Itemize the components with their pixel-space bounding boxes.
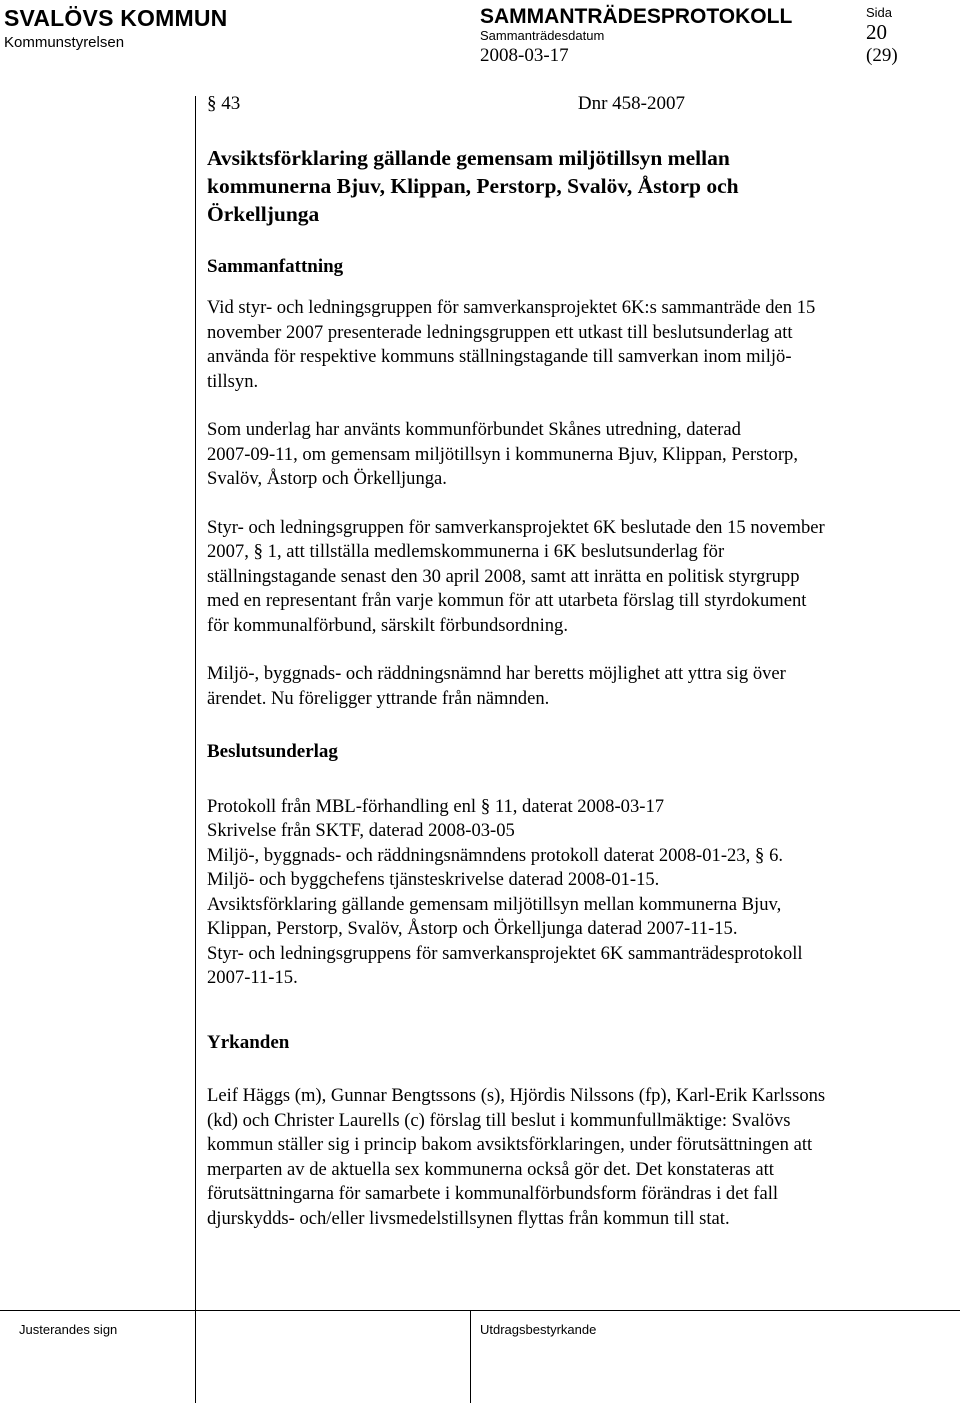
organization-name: SVALÖVS KOMMUN: [4, 5, 228, 31]
basis-item: [207, 844, 927, 869]
footer-rule: [0, 1310, 960, 1311]
item-heading-line: [207, 92, 685, 117]
text-line: ärendet. Nu föreligger yttrande från nämnden.: [207, 687, 550, 709]
section-symbol: §: [207, 93, 217, 114]
text-line: för kommunalförbund, särskilt förbundsordning.: [207, 614, 568, 636]
text-line: Leif Häggs (m), Gunnar Bengtssons (s), Hjördis Nilssons (fp), Karl-Erik Karlssons: [207, 1085, 826, 1106]
justifier-signature-label: Justerandes sign: [19, 1322, 118, 1337]
summary-paragraph-3: [207, 516, 927, 639]
footer-divider: [195, 1310, 196, 1403]
text-line: kommun ställer sig i princip bakom avsiktsförklaringen, under förutsättningen att: [207, 1134, 813, 1155]
meeting-date-label: Sammanträdesdatum: [480, 28, 605, 43]
text-segment: 2007,: [207, 541, 249, 562]
footer-divider: [470, 1310, 471, 1403]
text-line: förutsättningarna för samarbete i kommunalförbundsform förändras i det fall: [207, 1183, 779, 1204]
document-type: SAMMANTRÄDESPROTOKOLL: [480, 5, 793, 28]
text-line: 2007-09-11, om gemensam miljötillsyn i kommunerna Bjuv, Klippan, Perstorp,: [207, 443, 798, 465]
text-segment: 6.: [769, 844, 784, 866]
protocol-body: [207, 92, 927, 1231]
basis-item: Klippan, Perstorp, Svalöv, Åstorp och Örkelljunga daterad 2007-11-15.: [207, 918, 738, 939]
basis-item: Styr- och ledningsgruppens för samverkansprojektet 6K sammanträdesprotokoll: [207, 942, 803, 964]
text-line: Svalöv, Åstorp och Örkelljunga.: [207, 468, 447, 489]
basis-item: Miljö- och byggchefens tjänsteskrivelse daterad 2008-01-15.: [207, 869, 660, 890]
section-symbol: §: [253, 541, 263, 562]
text-line: (kd) och Christer Laurells (c) förslag till beslut i kommunfullmäktige: Svalövs: [207, 1109, 791, 1131]
section-symbol: §: [754, 844, 765, 866]
item-number: [207, 92, 240, 117]
page-label: Sida: [866, 5, 893, 20]
text-line: tillsyn.: [207, 370, 259, 392]
text-line: Styr- och ledningsgruppen för samverkansprojektet 6K beslutade den 15 november: [207, 516, 825, 538]
summary-heading: Sammanfattning: [207, 255, 344, 277]
summary-paragraph-4: [207, 662, 927, 711]
summary-paragraph-2: [207, 418, 927, 492]
text-line: Vid styr- och ledningsgruppen för samverkansprojektet 6K:s sammanträde den 15: [207, 297, 816, 318]
basis-item: 2007-11-15.: [207, 967, 298, 988]
text-line: djurskydds- och/eller livsmedelstillsynen flyttas från kommun till stat.: [207, 1207, 730, 1229]
item-number-value: 43: [221, 93, 241, 114]
text-segment: Miljö-, byggnads- och räddningsnämndens protokoll daterat 2008-01-23,: [207, 844, 751, 866]
motions-heading: Yrkanden: [207, 1031, 290, 1053]
basis-item: [207, 795, 927, 820]
text-line: ställningstagande senast den 30 april 2008, samt att inrätta en politisk styrgrupp: [207, 565, 800, 587]
meeting-date: 2008-03-17: [480, 45, 569, 66]
text-line: november 2007 presenterade ledningsgruppen ett utkast till beslutsunderlag att: [207, 321, 793, 343]
title-line: Örkelljunga: [207, 201, 320, 226]
text-segment: Protokoll från MBL-förhandling enl: [207, 795, 477, 817]
diary-number: Dnr 458-2007: [577, 93, 685, 114]
text-line: använda för respektive kommuns ställningstagande till samverkan inom miljö-: [207, 346, 792, 367]
item-title: [207, 144, 927, 228]
section-symbol: §: [480, 795, 491, 817]
text-line: Som underlag har använts kommunförbundet Skånes utredning, daterad: [207, 419, 741, 440]
title-line: kommunerna Bjuv, Klippan, Perstorp, Svalöv, Åstorp och: [207, 173, 739, 198]
left-margin-rule: [195, 96, 196, 1316]
title-line: Avsiktsförklaring gällande gemensam miljötillsyn mellan: [207, 145, 730, 170]
basis-heading: Beslutsunderlag: [207, 741, 338, 762]
text-line: merparten av de aktuella sex kommunerna också gör det. Det konstateras att: [207, 1158, 774, 1180]
motions-paragraph: [207, 1084, 927, 1231]
page-number: 20: [866, 20, 887, 44]
text-segment: 11, daterat 2008-03-17: [494, 795, 665, 817]
extract-certification-label: Utdragsbestyrkande: [480, 1322, 597, 1337]
basis-list: [207, 795, 927, 991]
text-line: [207, 540, 927, 565]
summary-paragraph-1: [207, 296, 927, 394]
text-segment: 1, att tillställa medlemskommunerna i 6K beslutsunderlag för: [267, 541, 725, 562]
text-line: Miljö-, byggnads- och räddningsnämnd har beretts möjlighet att yttra sig över: [207, 663, 786, 684]
text-line: med en representant från varje kommun för att utarbeta förslag till styrdokument: [207, 590, 807, 611]
board-name: Kommunstyrelsen: [4, 34, 125, 51]
basis-item: Skrivelse från SKTF, daterad 2008-03-05: [207, 820, 515, 841]
page-total: (29): [866, 45, 898, 66]
basis-item: Avsiktsförklaring gällande gemensam miljötillsyn mellan kommunerna Bjuv,: [207, 893, 782, 915]
